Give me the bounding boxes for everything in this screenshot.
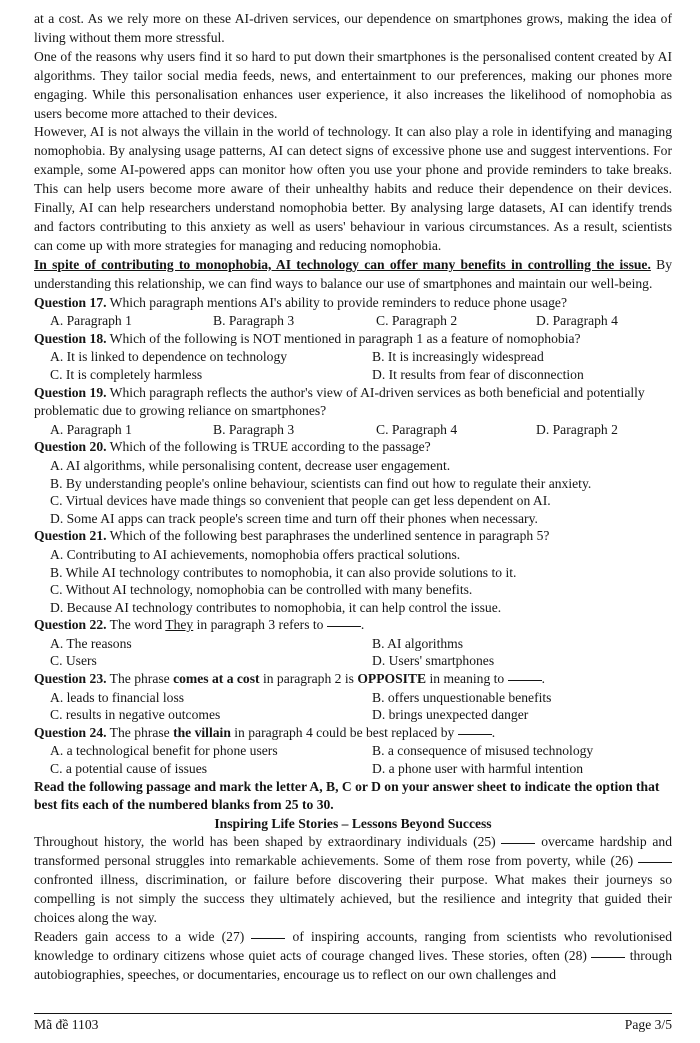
question-text: Which of the following is TRUE according to the passage? (109, 439, 431, 455)
answer-option: D. Some AI apps can track people's screen time and turn off their phones when necessary. (50, 510, 538, 526)
question-block (34, 294, 672, 330)
paragraph-5-rest: By understanding this relationship, we can find ways to balance our use of smartphones and maintain our well-being. (34, 256, 672, 291)
answer-option: B. offers unquestionable benefits (372, 689, 552, 705)
answer-option: A. Paragraph 1 (50, 421, 132, 437)
answer-options (34, 312, 672, 330)
answer-option: C. Paragraph 4 (376, 421, 458, 437)
answer-options (34, 457, 672, 527)
page-footer (34, 1013, 672, 1033)
answer-option: A. It is linked to dependence on technology (50, 349, 288, 365)
answer-option: A. Paragraph 1 (50, 313, 132, 329)
question-block (34, 616, 672, 670)
cloze-paragraph (34, 833, 672, 928)
question-list (34, 294, 672, 778)
answer-option: B. It is increasingly widespread (372, 349, 544, 365)
question-stem: Question 22. The word They in paragraph 3 refers to . (34, 617, 365, 633)
answer-option: C. results in negative outcomes (50, 707, 221, 723)
cloze-blank (501, 842, 535, 844)
answer-option: A. leads to financial loss (50, 689, 185, 705)
question-text: Which paragraph reflects the author's view of AI-driven services as both beneficial and potentially problematic due to growing reliance on smartphones? (34, 384, 645, 419)
question-stem (34, 294, 672, 313)
passage-top (34, 10, 672, 294)
answer-option: A. a technological benefit for phone users (50, 743, 278, 759)
answer-option: D. Users' smartphones (372, 653, 495, 669)
question-number: Question 22. (34, 617, 107, 633)
question-block (34, 384, 672, 439)
question-number: Question 18. (34, 330, 107, 346)
answer-options (34, 689, 672, 724)
cloze-text: of inspiring accounts, ranging from scientists who revolutionised knowledge to ordinary citizens whose quiet acts of courage changed lives. These stories, often (28) (34, 928, 672, 963)
question-block (34, 670, 672, 724)
cloze-blank (251, 937, 285, 939)
answer-option: B. Paragraph 3 (213, 421, 295, 437)
answer-option: C. Users (50, 653, 97, 669)
cloze-text: through autobiographies, speeches, or documentaries, encourage us to reflect on our own challenges and (34, 947, 673, 982)
answer-options (34, 742, 672, 777)
question-keyword: comes at a cost (173, 671, 260, 687)
paragraph-3: One of the reasons why users find it so hard to put down their smartphones is the personalised content created by AI algorithms. They tailor social media feeds, news, and entertainment to our preferences, making our phones more engaging. While this personalisation enhances user experience, it also increases the likelihood of nomophobia as users become more attached to their devices. (34, 48, 672, 121)
answer-option: C. a potential cause of issues (50, 761, 208, 777)
answer-option: B. By understanding people's online behaviour, scientists can find out how to regulate their anxiety. (50, 475, 592, 491)
question-stem (34, 384, 672, 421)
cloze-blank (638, 861, 672, 863)
answer-option: A. AI algorithms, while personalising content, decrease user engagement. (50, 457, 451, 473)
answer-option: B. Paragraph 3 (213, 313, 295, 329)
cloze-passage (34, 833, 672, 984)
answer-option: A. Contributing to AI achievements, nomophobia offers practical solutions. (50, 546, 461, 562)
answer-option: C. Virtual devices have made things so convenient that people can get less dependent on AI. (50, 493, 551, 509)
question-keyword: OPPOSITE (357, 671, 427, 687)
answer-option: B. a consequence of misused technology (372, 743, 594, 759)
answer-options (34, 635, 672, 670)
answer-option: D. It results from fear of disconnection (372, 366, 584, 382)
question-block (34, 527, 672, 616)
exam-code: Mã đề 1103 (34, 1017, 99, 1032)
cloze-text: overcame hardship and transformed personal struggles into remarkable achievements. Some of them rose from poverty, while (26) (34, 834, 672, 869)
answer-option: D. Paragraph 4 (536, 313, 618, 329)
question-text: Which of the following is NOT mentioned in paragraph 1 as a feature of nomophobia? (109, 330, 581, 346)
question-text-rest: in paragraph 4 could be best replaced by (230, 724, 455, 740)
paragraph-5 (34, 256, 672, 294)
page-number: Page 3/5 (624, 1017, 672, 1032)
answer-option: B. While AI technology contributes to nomophobia, it can also provide solutions to it. (50, 564, 517, 580)
question-number: Question 21. (34, 528, 107, 544)
section-instruction: Read the following passage and mark the letter A, B, C or D on your answer sheet to indicate the option that best fits each of the numbered blanks from 25 to 30. (34, 778, 660, 813)
question-text: The word (109, 617, 166, 633)
question-text: The phrase (109, 724, 174, 740)
answer-blank (508, 679, 542, 681)
answer-option: C. Paragraph 2 (376, 313, 458, 329)
question-block (34, 330, 672, 384)
question-number: Question 17. (34, 294, 107, 310)
paragraph-continuation: at a cost. As we rely more on these AI-driven services, our dependence on smartphones grows, making the idea of living without them more stressful. (34, 11, 672, 45)
question-text: Which of the following best paraphrases the underlined sentence in paragraph 5? (109, 528, 550, 544)
answer-option: C. It is completely harmless (50, 366, 203, 382)
question-stem (34, 438, 672, 457)
answer-option: B. AI algorithms (372, 635, 464, 651)
answer-options (34, 546, 672, 616)
question-number: Question 19. (34, 384, 107, 400)
answer-option: D. brings unexpected danger (372, 707, 529, 723)
question-block (34, 724, 672, 778)
passage-title: Inspiring Life Stories – Lessons Beyond Success (214, 815, 492, 831)
question-text-rest: in paragraph 3 refers to (193, 617, 324, 633)
cloze-text: Readers gain access to a wide (27) (34, 928, 252, 944)
question-number: Question 23. (34, 671, 107, 687)
question-stem (34, 330, 672, 349)
answer-options (34, 421, 672, 439)
cloze-text: confronted illness, discrimination, or failure before discovering their purpose. What makes their journeys so compelling is not simply the success they ultimately achieved, but the resilience and integrity that guided their choices along the way. (34, 872, 672, 926)
question-stem (34, 527, 672, 546)
question-text-rest: in meaning to (426, 671, 505, 687)
answer-option: D. Because AI technology contributes to nomophobia, it can help control the issue. (50, 599, 502, 615)
answer-option: D. a phone user with harmful intention (372, 761, 584, 777)
question-number: Question 24. (34, 724, 107, 740)
answer-blank (458, 733, 492, 735)
cloze-text: Throughout history, the world has been shaped by extraordinary individuals (25) (34, 834, 502, 850)
cloze-blank (591, 956, 625, 958)
answer-option: D. Paragraph 2 (536, 421, 618, 437)
question-block (34, 438, 672, 527)
question-text: Which paragraph mentions AI's ability to provide reminders to reduce phone usage? (109, 294, 567, 310)
paragraph-4: However, AI is not always the villain in the world of technology. It can also play a role in identifying and managing nomophobia. By analysing usage patterns, AI can detect signs of excessive phone use and suggest interventions. For example, some AI-powered apps can monitor how often you use your phone and provide reminders to take breaks. This can help users become more aware of their unhealthy habits and reduce their dependence on their devices. Finally, AI can help researchers understand nomophobia better. By analysing large datasets, AI can identify trends and factors contributing to this anxiety as well as users' behaviour in various circumstances. As a result, scientists can come up with more strategies for managing and reducing nomophobia. (34, 124, 672, 253)
question-keyword: They (165, 617, 194, 633)
question-number: Question 20. (34, 439, 107, 455)
answer-blank (327, 625, 361, 627)
answer-option: A. The reasons (50, 635, 132, 651)
question-text-rest: in paragraph 2 is (259, 671, 358, 687)
question-stem: Question 24. The phrase the villain in paragraph 4 could be best replaced by . (34, 724, 496, 740)
answer-options (34, 348, 672, 383)
question-keyword: the villain (173, 724, 231, 740)
underlined-sentence: In spite of contributing to monophobia, AI technology can offer many benefits in controlling the issue. (34, 256, 651, 272)
cloze-paragraph (34, 928, 672, 985)
answer-option: C. Without AI technology, nomophobia can be controlled with many benefits. (50, 582, 473, 598)
question-text: The phrase (109, 671, 174, 687)
question-stem: Question 23. The phrase comes at a cost in paragraph 2 is OPPOSITE in meaning to . (34, 671, 546, 687)
